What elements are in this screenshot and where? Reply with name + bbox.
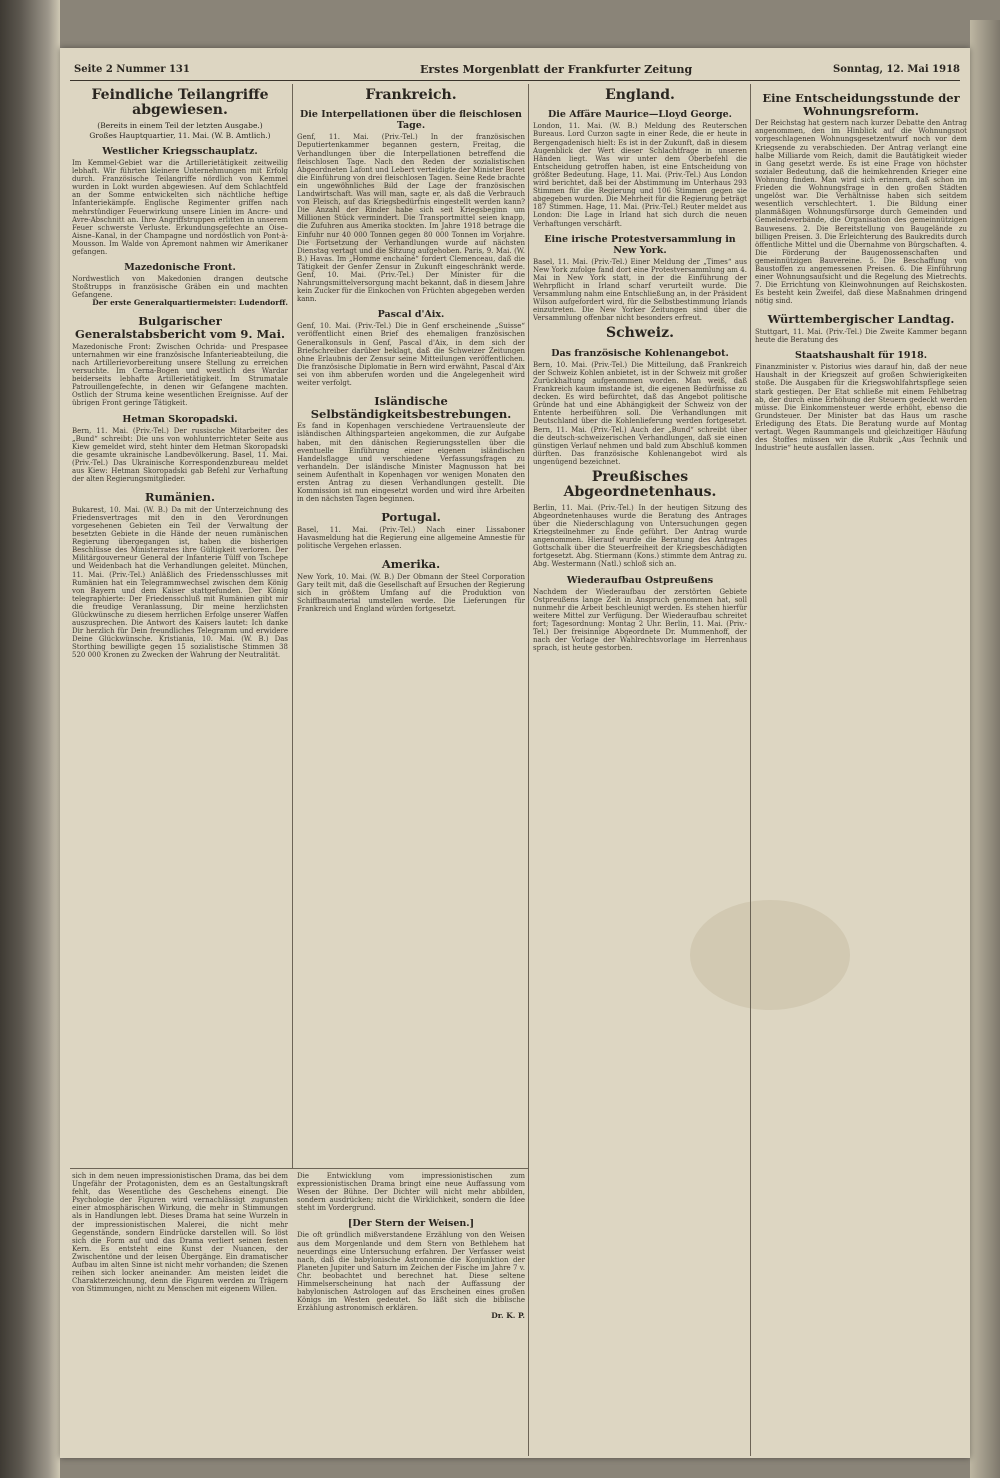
subtitle: (Bereits in einem Teil der letzten Ausgabe.) [97,120,263,130]
feuilleton-left [72,1172,288,1454]
section-heading: Amerika. [381,557,441,572]
section-heading: Isländische Selbständigkeitsbestrebungen. [310,394,512,421]
section-heading: Frankreich. [365,87,457,103]
column-rule [750,84,751,1456]
subheading: Die Interpellationen über die fleischlosen Tage. [300,109,522,132]
article-text: Nachdem der Wiederaufbau der zerstörten Gebiete Ostpreußens lange Zeit in Anspruch genommen hat, soll nunmehr die Arbeit beschleunigt werden. Es stehen hierfür weitere Mittel zur Verfügung. Der Wiederaufbau schreitet fort; Tagesordnung: Montag 2 Uhr. Berlin, 11. Mai. (Priv.-Tel.) Der freisinnige Abgeordnete Dr. Mummenhoff, der nach der Vorlage der Wahlrechtsvorlage im Herrenhaus sprach, ist heute gestorben. [533,587,747,653]
section-heading: Preußisches Abgeordnetenhaus. [563,468,717,501]
column-rule [528,84,529,1456]
feuilleton-text: Die oft gründlich mißverstandene Erzählung von den Weisen aus dem Morgenlande und dem Stern von Bethlehem hat neuerdings eine Untersuchung erfahren. Der Verfasser weist nach, daß die babylonische Astronomie die Konjunktion der Planeten Jupiter und Saturn im Zeichen der Fische im Jahre 7 v. Chr. beobachtet und berechnet hat. Diese seltene Himmelserscheinung hat nach der Auffassung der babylonischen Astrologen auf das Erscheinen eines großen Königs im Westen gedeutet. So läßt sich die biblische Erzählung astronomisch erklären. [297,1231,525,1313]
article-text: Es fand in Kopenhagen verschiedene Vertrauensleute der isländischen Althingsparteien angekommen, die zur Aufgabe haben, mit den dänischen Regierungsstellen über die eventuelle Einführung einer eigenen isländischen Handelsflagge und verschiedene Verfassungsfragen zu verhandeln. Der isländische Minister Magnusson hat bei seinem Aufenthalt in Kopenhagen vor wenigen Monaten den ersten Antrag zu diesen Verhandlungen gestellt. Die Kommission ist nun eingesetzt worden und wird ihre Arbeiten in den nächsten Tagen beginnen. [297,422,525,504]
subheading: Wiederaufbau Ostpreußens [566,574,714,586]
subheading: Eine irische Protestversammlung in New York. [544,233,736,256]
subheading: Pascal d'Aix. [377,309,445,321]
section-heading: Hetman Skoropadski. [122,413,238,425]
section-heading: England. [605,87,675,103]
article-text: Nordwestlich von Makedonien drangen deutsche Stoßtrupps in französische Gräben ein und machten Gefangene. [72,275,288,300]
feuilleton-text: sich in dem neuen impressionistischen Drama, das bei dem Ungefähr der Protagonisten, dem es an Gestaltungskraft fehlt, das Wesentliche des Geschehens einengt. Die Psychologie der Figuren wird vernachlässigt zugunsten einer atmosphärischen Wirkung, die mehr in Stimmungen als in Handlungen lebt. Dieses Drama hat seine Wurzeln in der impressionistischen Malerei, die nicht mehr Gegenstände, sondern Eindrücke darstellen will. So löst sich die Form auf und das Drama verliert seinen festen Kern. Es entsteht eine Kunst der Nuancen, der Zwischentöne und der leisen Übergänge. Ein dramatischer Aufbau im alten Sinne ist nicht mehr vorhanden; die Szenen reihen sich locker aneinander. Am meisten leidet die Charakterzeichnung, denn die Figuren werden zu Trägern von Stimmungen, nicht zu Menschen mit eigenem Willen. [72,1172,288,1294]
issue-date: Sonntag, 12. Mai 1918 [832,64,960,75]
author-signature: Dr. K. P. [491,1311,525,1321]
subheading: [Der Stern der Weisen.] [347,1218,475,1230]
signature: Der erste Generalquartiermeister: Ludendorff. [92,298,288,308]
article-text: Stuttgart, 11. Mai. (Priv.-Tel.) Die Zweite Kammer begann heute die Beratung des [755,328,967,345]
section-heading: Mazedonische Front. [124,262,236,274]
dateline: Großes Hauptquartier, 11. Mai. (W. B. Amtlich.) [89,130,271,140]
column-1 [72,84,288,1166]
article-text: Bukarest, 10. Mai. (W. B.) Da mit der Unterzeichnung des Friedensvertrages mit den in den Verordnungen vorgesehenen Gebieten ein Teil der Verwaltung der besetzten Gebiete in die Hände der neuen rumänischen Regierung übergegangen ist, haben die bisherigen Beschlüsse des Ministerrates ihre Gültigkeit verloren. Der Militärgouverneur General der Infanterie Tülff von Tschepe und Weidenbach hat die Verhandlungen geleitet. München, 11. Mai. (Priv.-Tel.) Anläßlich des Friedensschlusses mit Rumänien hat ein Telegrammwechsel zwischen dem König von Bayern und dem Kaiser stattgefunden. Der König telegraphierte: Der Friedensschluß mit Rumänien gibt mir die freudige Veranlassung, Dir meine herzlichsten Glückwünsche zu diesem herrlichen Erfolge unserer Waffen auszusprechen. Die Antwort des Kaisers lautet: Ich danke Dir herzlich für Dein freundliches Telegramm und erwidere Deine Glückwünsche. Kristiania, 10. Mai. (W. B.) Das Storthing bewilligte gegen 15 sozialistische Stimmen 38 520 000 Kronen zu Zwecken der Wahrung der Neutralität. [72,505,288,660]
feuilleton-rule [70,1168,528,1169]
subheading: Das französische Kohlenangebot. [551,347,729,359]
section-heading: Portugal. [381,510,441,525]
article-text: Basel, 11. Mai. (Priv.-Tel.) Nach einer Lissaboner Havasmeldung hat die Regierung eine allgemeine Amnestie für politische Vergehen erlassen. [297,525,525,551]
article-text: Bern, 11. Mai. (Priv.-Tel.) Der russische Mitarbeiter des „Bund“ schreibt: Die uns von wohlunterrichteter Seite aus Kiew gemeldet wird, steht hinter dem Hetman Skoropadski die gesamte ukrainische Landbevölkerung. Basel, 11. Mai. (Priv.-Tel.) Das Ukrainische Korrespondenzbureau meldet aus Kiew: Hetman Skoropadski gab Befehl zur Verhaftung der alten Regierungsmitglieder. [72,426,288,484]
page-number: Seite 2 Nummer 131 [74,64,190,75]
column-rule [292,84,293,1169]
article-text: Mazedonische Front: Zwischen Ochrida- und Prespasee unternahmen wir eine französische Infanterieabteilung, die nach Artillerievorbereitung unsere Stellung zu erreichen versuchte. Im Cerna-Bogen und westlich des Wardar beiderseits lebhafte Artillerietätigkeit. Im Strumatale Patrouillengefechte, in denen wir Gefangene machten. Ostlich der Struma keine wesentlichen Ereignisse. Auf der übrigen Front geringe Tätigkeit. [72,342,288,408]
article-text: Basel, 11. Mai. (Priv.-Tel.) Einer Meldung der „Times“ aus New York zufolge fand dort eine Protestversammlung am 4. Mai in New York statt, in der die Einführung der Wehrpflicht in Irland scharf verurteilt wurde. Die Versammlung nahm eine Entschließung an, in der Präsident Wilson aufgefordert wird, für die Selbstbestimmung Irlands einzutreten. Die New Yorker Zeitungen sind über die Versammlung offenbar nicht besonders erfreut. [533,257,747,323]
section-heading: Bulgarischer Generalstabsbericht vom 9. Mai. [75,314,285,342]
feuilleton-text: Die Entwicklung vom impressionistischen zum expressionistischen Drama bringt eine neue Auffassung vom Wesen der Bühne. Der Dichter will nicht mehr abbilden, sondern ausdrücken; nicht die Wirklichkeit, sondern die Idee steht im Vordergrund. [297,1172,525,1213]
binding-spine [0,0,60,1478]
article-text: Der Reichstag hat gestern nach kurzer Debatte den Antrag angenommen, den im Hinblick auf die Wohnungsnot vorgeschlagenen Wohnungsgesetzentwurf noch vor dem Kriegsende zu verabschieden. Der Antrag verlangt eine halbe Milliarde vom Reich, damit die Bautätigkeit wieder in Gang gesetzt werde. Es ist eine Frage von höchster sozialer Bedeutung, daß die heimkehrenden Krieger eine Wohnung finden. Man wird sich erinnern, daß schon im Frieden die Wohnungsfrage in den großen Städten ungelöst war. Die Verhältnisse haben sich seitdem wesentlich verschlechtert. 1. Die Bildung einer planmäßigen Wohnungsfürsorge durch Gemeinden und Gemeindeverbände, die Organisation des gemeinnützigen Bauwesens. 2. Die Bereitstellung von Baugelände zu billigen Preisen. 3. Die Erleichterung des Baukredits durch öffentliche Mittel und die Übernahme von Bürgschaften. 4. Die Förderung der Baugenossenschaften und gemeinnützigen Bauvereine. 5. Die Beschaffung von Baustoffen zu angemessenen Preisen. 6. Die Einführung einer Wohnungsaufsicht und die Regelung des Mietrechts. 7. Die Errichtung von Kleinwohnungen auf Reichskosten. Es besteht kein Zweifel, daß diese Maßnahmen dringend nötig sind. [755,119,967,306]
column-3 [533,84,747,1454]
article-text: Genf, 11. Mai. (Priv.-Tel.) In der französischen Deputiertenkammer begannen gestern, Freitag, die Verhandlungen über die Interpellationen betreffend die fleischlosen Tage. Nach den Reden der sozialistischen Abgeordneten Lafont und Lebert verteidigte der Minister Boret die Einführung von drei fleischlosen Tagen. Seine Rede brachte ein ungewöhnliches Bild der Lage der französischen Landwirtschaft. Was will man, sagte er, als daß die Verbrauch von Fleisch, auf das Kriegsbedürfnis eingestellt werden kann? Die Anzahl der Rinder habe sich seit Kriegsbeginn um Millionen Stück vermindert. Die Transportmittel seien knapp, die Zufuhren aus Amerika stockten. Im Jahre 1918 betrage die Einfuhr nur 40 000 Tonnen gegen 80 000 Tonnen im Vorjahre. Die Fortsetzung der Verhandlungen wurde auf nächsten Dienstag vertagt und die Sitzung aufgehoben. Paris, 9. Mai. (W. B.) Havas. Im „Homme enchaîné“ fordert Clemenceau, daß die Tätigkeit der Genfer Zensur in Zukunft eingeschränkt werde. Genf, 10. Mai. (Priv.-Tel.) Der Minister für die Nahrungsmittelversorgung macht bekannt, daß in diesem Jahre kein Zucker für die Einkochen von Früchten abgegeben werden kann. [297,133,525,304]
article-text: Berlin, 11. Mai. (Priv.-Tel.) In der heutigen Sitzung des Abgeordnetenhauses wurde die Beratung des Antrages über die Niederschlagung von Untersuchungen gegen Kriegsteilnehmer zu Ende geführt. Der Antrag wurde angenommen. Hierauf wurde die Beratung des Antrages Gottschalk über die Steuerfreiheit der Kriegsbeschädigten fortgesetzt. Abg. Stiermann (Kons.) stimmte dem Antrag zu. Abg. Westermann (Natl.) schloß sich an. [533,503,747,569]
article-text: New York, 10. Mai. (W. B.) Der Obmann der Steel Corporation Gary teilt mit, daß die Gesellschaft auf Ersuchen der Regierung sich in größtem Umfang auf die Produktion von Schiffbaumaterial umstellen werde. Die Lieferungen für Frankreich und England würden fortgesetzt. [297,572,525,614]
subheading: Die Affäre Maurice—Lloyd George. [548,109,732,121]
section-heading: Schweiz. [606,325,674,342]
column-2 [297,84,525,1166]
article-text: Im Kemmel-Gebiet war die Artillerietätigkeit zeitweilig lebhaft. Wir führten kleinere Unternehmungen mit Erfolg durch. Französische Teilangriffe nördlich von Kemmel wurden in Lokt wurden abgewiesen. Auf dem Schlachtfeld an der Somme entwickelten sich nächtliche heftige Infanteriekämpfe. Englische Regimenter griffen nach mehrstündiger Feuerwirkung unsere Linien im Ancre- und Avre-Abschnitt an. Ihre Angriffstruppen erlitten in unserem Feuer schwerste Verluste. Erkundungsgefechte an Oise–Aisne–Kanal, in der Champagne und nordöstlich von Pont-à-Mousson. Im Walde von Apremont nahmen wir Amerikaner gefangen. [72,158,288,256]
page-edge [970,20,1000,1478]
section-heading: Eine Entscheidungsstunde der Wohnungsreform. [762,91,960,118]
article-text: Bern, 10. Mai. (Priv.-Tel.) Die Mitteilung, daß Frankreich der Schweiz Kohlen anbietet, ist in der Schweiz mit großer Zurückhaltung aufgenommen worden. Man weiß, daß Frankreich kaum imstande ist, die eigenen Bedürfnisse zu decken. Es wird befürchtet, daß das Angebot politische Gründe hat und eine Abhängigkeit der Schweiz von der Entente herbeiführen soll. Die Verhandlungen mit Deutschland über die Kohlenlieferung werden fortgesetzt. Bern, 11. Mai. (Priv.-Tel.) Auch der „Bund“ schreibt über die deutsch-schweizerischen Verhandlungen, daß sie einen günstigen Verlauf nehmen und bald zum Abschluß kommen dürften. Das französische Kohlenangebot wird als ungenügend bezeichnet. [533,360,747,466]
newspaper-name: Erstes Morgenblatt der Frankfurter Zeitung [420,63,693,76]
column-4 [755,84,967,1454]
article-text: Genf, 10. Mai. (Priv.-Tel.) Die in Genf erscheinende „Suisse“ veröffentlicht einen Brief des ehemaligen französischen Generalkonsuls in Genf, Pascal d'Aix, in dem sich der Briefschreiber darüber beklagt, daß die Schweizer Zeitungen ohne Erlaubnis der Zensur seine Mitteilungen veröffentlichen. Die französische Diplomatie in Bern wird erwähnt, Pascal d'Aix sei von ihm abberufen worden und die Angelegenheit wird weiter verfolgt. [297,322,525,388]
section-heading: Westlicher Kriegsschauplatz. [102,145,258,157]
article-text: Finanzminister v. Pistorius wies darauf hin, daß der neue Haushalt in der Kriegszeit auf großen Schwierigkeiten stoße. Die Ausgaben für die Kriegswohlfahrtspflege seien stark gestiegen. Der Etat schließe mit einem Fehlbetrag ab, der durch eine Erhöhung der Steuern gedeckt werden müsse. Die Einkommensteuer werde erhöht, ebenso die Grundsteuer. Der Minister bat das Haus um rasche Erledigung des Etats. Die Beratung wurde auf Montag vertagt. Wegen Raummangels und gleichzeitiger Häufung des Stoffes müssen wir die Rubrik „Aus Technik und Industrie“ heute ausfallen lassen. [755,363,967,453]
masthead [70,58,960,81]
article-text: London, 11. Mai. (W. B.) Meldung des Reuterschen Bureaus. Lord Curzon sagte in einer Rede, die er heute in Bergengadenisch hielt: Es ist in der Zukunft, daß in diesem Augenblick der Wert dieser Schlachtfrage in unseren Händen liegt. Was wir unter dem Oberbefehl die Entscheidung getroffen haben, ist eine Entscheidung von größter Bedeutung. Hage, 11. Mai. (Priv.-Tel.) Aus London wird berichtet, daß bei der Abstimmung im Unterhaus 293 Stimmen für die Regierung und 106 Stimmen gegen sie abgegeben wurden. Die Mehrheit für die Regierung beträgt 187 Stimmen. Hage, 11. Mai. (Priv.-Tel.) Reuter meldet aus London: Die Lage in Irland hat sich durch die neuen Verhaftungen verschärft. [533,122,747,228]
feuilleton-right [297,1172,525,1454]
section-heading: Rumänien. [145,490,215,505]
subheading: Staatshaushalt für 1918. [794,350,928,362]
section-heading: Württembergischer Landtag. [767,312,955,327]
headline: Feindliche Teilangriffe abgewiesen. [91,87,269,119]
